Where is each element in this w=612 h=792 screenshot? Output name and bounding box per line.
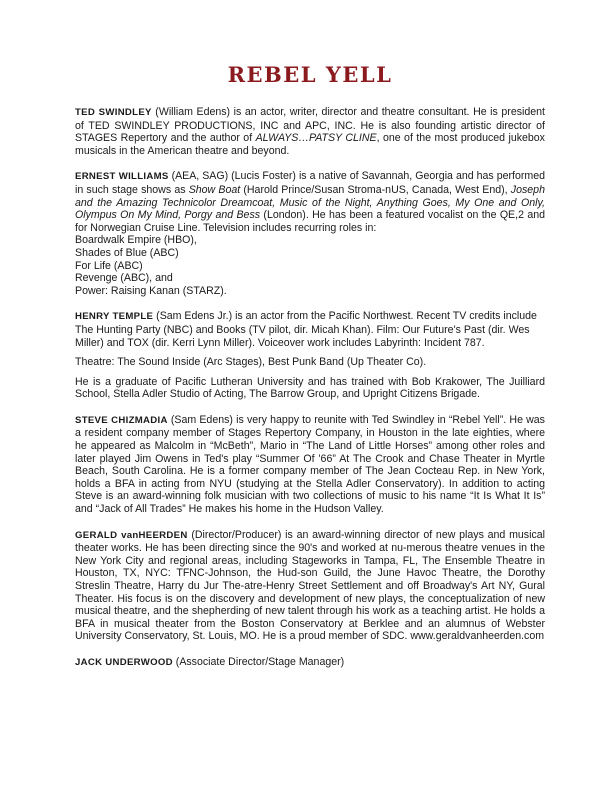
bio-name: TED SWINDLEY <box>75 107 152 118</box>
bio-henry-temple-training: He is a graduate of Pacific Lutheran University and has trained with Bob Krakower, The Juilliard School, Stella Adler Studio of Acting, The Barrow Group, and Upright Citizens Brigade. <box>75 375 545 401</box>
page-title: REBEL YELL <box>227 62 393 87</box>
bio-name: ERNEST WILLIAMS <box>75 171 169 183</box>
bio-text: (AEA, SAG) (Lucis Foster) is a native of Savannah, Georgia and has performed in such stage shows as <box>75 170 545 196</box>
bio-ernest-williams <box>75 170 545 297</box>
bio-name: HENRY TEMPLE <box>75 311 154 323</box>
tv-role-item: For Life (ABC) <box>75 259 143 272</box>
bio-name: JACK UNDERWOOD <box>75 656 173 668</box>
bio-gerald-vanheerden <box>75 529 545 643</box>
bio-text: (London). He has been a featured vocalist on the QE,2 and for Norwegian Cruise Line. Television includes recurring roles in: <box>75 209 545 234</box>
bio-steve-chizmadia <box>75 414 545 516</box>
tv-role-item: Revenge (ABC), and <box>75 272 173 285</box>
bio-italic-title: Joseph and the Amazing Technicolor Dreamcoat, Music of the Night, Anything Goes, My One and Only, Olympus On My Mind, Porgy and Bess <box>75 183 545 222</box>
bio-text: (Director/Producer) is an award-winning director of new plays and musical theater works. He has been directing since the 90's and worked at nu-merous theatre venues in the New York City and regional areas, including Stageworks in Tampa, FL, The Ensemble Theatre in Houston, TX, NYC: TFNC-Johnson, the Hud-son Guild, the June Havoc Theatre, the Dorothy Streslin Theatre, Harry du Jur The-atre-Henry Street Settlement and off Broadway's Art NY, Gural Theater. His focus is on the discovery and development of new plays, the conceptualization of new musical theatre, and the shepherding of new talent through his work as a teaching artist. He holds a BFA in musical theater from the Boston Conservatory at Berklee and an alumnus of Webster University Conservatory, St. Louis, MO. He is a proud member of SDC. www.geraldvanheerden.com <box>75 528 545 643</box>
bio-text: (Associate Director/Stage Manager) <box>172 655 345 668</box>
bio-paragraph <box>75 170 545 234</box>
bio-henry-temple <box>75 310 545 349</box>
tv-role-item: Shades of Blue (ABC) <box>75 246 179 259</box>
bio-name: GERALD vanHEERDEN <box>75 529 188 541</box>
bio-text: (Sam Edens) is very happy to reunite with Ted Swindley in “Rebel Yell”. He was a resident company member of Stages Repertory Company, in Houston in the late eighties, where he appeared as Malcolm in “McBeth”, Mario in “The Land of Little Horses” among other roles and later played Jim Owens in Ted's play “Summer Of '66” At The Crook and Chase Theater in Myrtle Beach, South Carolina. He is a former company member of The Jean Cocteau Rep. in New York, holds a BFA in acting from NYU (studying at the Stella Adler Conservatory). In addition to acting Steve is an award-winning folk musician with two collections of music to his name “It Is What It Is” and “Jack of All Trades” He makes his home in the Hudson Valley. <box>75 413 545 516</box>
bio-text: , one of the most produced jukebox musicals in the American theatre and beyond. <box>75 132 545 157</box>
program-page <box>75 62 545 683</box>
bio-italic-title: ALWAYS…PATSY CLINE <box>255 132 377 145</box>
bio-jack-underwood <box>75 656 545 670</box>
tv-role-item: Power: Raising Kanan (STARZ). <box>75 284 227 297</box>
bio-ted-swindley <box>75 106 545 157</box>
bio-text: (William Edens) is an actor, writer, director and theatre consultant. He is president of TED SWINDLEY PRODUCTIONS, INC and APC, INC. He is also founding artistic director of STAGES Repertory and the author of <box>75 106 545 145</box>
bio-text: (Harold Prince/Susan Stroma-nUS, Canada, West End), <box>240 183 511 196</box>
bio-name: STEVE CHIZMADIA <box>75 414 168 426</box>
tv-role-item: Boardwalk Empire (HBO), <box>75 234 197 247</box>
bio-text: (Sam Edens Jr.) is an actor from the Pacific Northwest. Recent TV credits include The Hunting Party (NBC) and Books (TV pilot, dir. Micah Khan). Film: Our Future's Past (dir. Wes Miller) and TOX (dir. Kerri Lynn Miller). Voiceover work includes Labyrinth: Incident 787. <box>75 310 537 349</box>
bio-henry-temple-theatre: Theatre: The Sound Inside (Arc Stages), Best Punk Band (Up Theater Co). <box>75 356 427 369</box>
bio-italic-title: Show Boat <box>188 183 241 196</box>
